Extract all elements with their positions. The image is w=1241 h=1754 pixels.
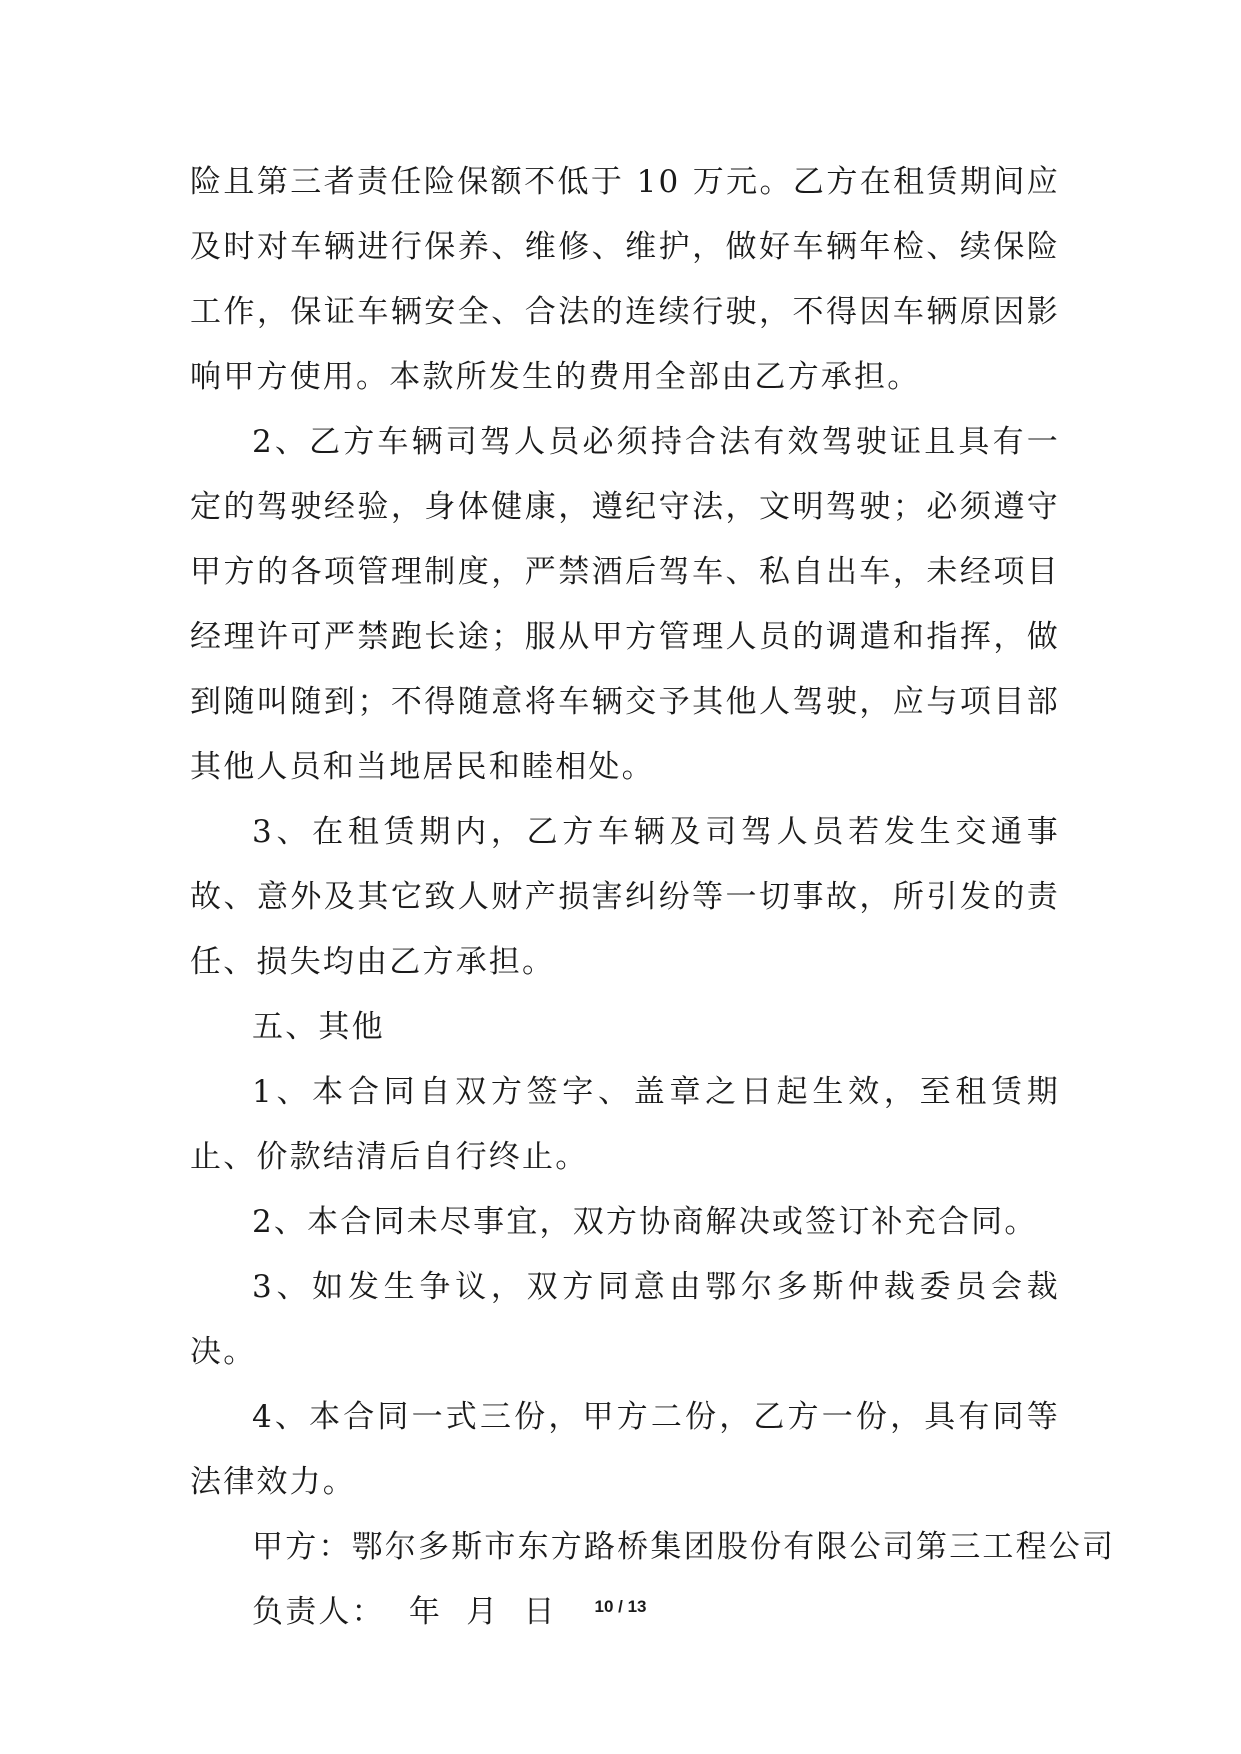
paragraph-insurance-maintenance: 险且第三者责任险保额不低于 10 万元。乙方在租赁期间应及时对车辆进行保养、维修、维护，做好车辆年检、续保险工作，保证车辆安全、合法的连续行驶，不得因车辆原因影响甲方使用。本款所发生的费用全部由乙方承担。 xyxy=(190,164,1060,395)
paragraph-copies: 4、本合同一式三份，甲方二份，乙方一份，具有同等法律效力。 xyxy=(190,1399,1060,1500)
paragraph-supplementary: 2、本合同未尽事宜，双方协商解决或签订补充合同。 xyxy=(252,1204,1038,1240)
page-number: 10 / 13 xyxy=(594,1597,647,1616)
paragraph-accident-liability: 3、在租赁期内，乙方车辆及司驾人员若发生交通事故、意外及其它致人财产损害纠纷等一切事故，所引发的责任、损失均由乙方承担。 xyxy=(190,814,1060,980)
paragraph-driver-requirements: 2、乙方车辆司驾人员必须持合法有效驾驶证且具有一定的驾驶经验，身体健康，遵纪守法，文明驾驶；必须遵守甲方的各项管理制度，严禁酒后驾车、私自出车，未经项目经理许可严禁跑长途；服从甲方管理人员的调遣和指挥，做到随叫随到；不得随意将车辆交予其他人驾驶，应与项目部其他人员和当地居民和睦相处。 xyxy=(190,424,1060,785)
paragraph-dispute-resolution: 3、如发生争议，双方同意由鄂尔多斯仲裁委员会裁决。 xyxy=(190,1269,1060,1370)
responsible-person-date-line: 负责人： 年 月 日 xyxy=(252,1594,557,1630)
paragraph-effective-date: 1、本合同自双方签字、盖章之日起生效，至租赁期止、价款结清后自行终止。 xyxy=(190,1074,1060,1175)
document-body xyxy=(190,150,1116,1645)
section-heading-other: 五、其他 xyxy=(252,1009,385,1045)
party-a-signature-line: 甲方：鄂尔多斯市东方路桥集团股份有限公司第三工程公司 xyxy=(252,1529,1116,1565)
